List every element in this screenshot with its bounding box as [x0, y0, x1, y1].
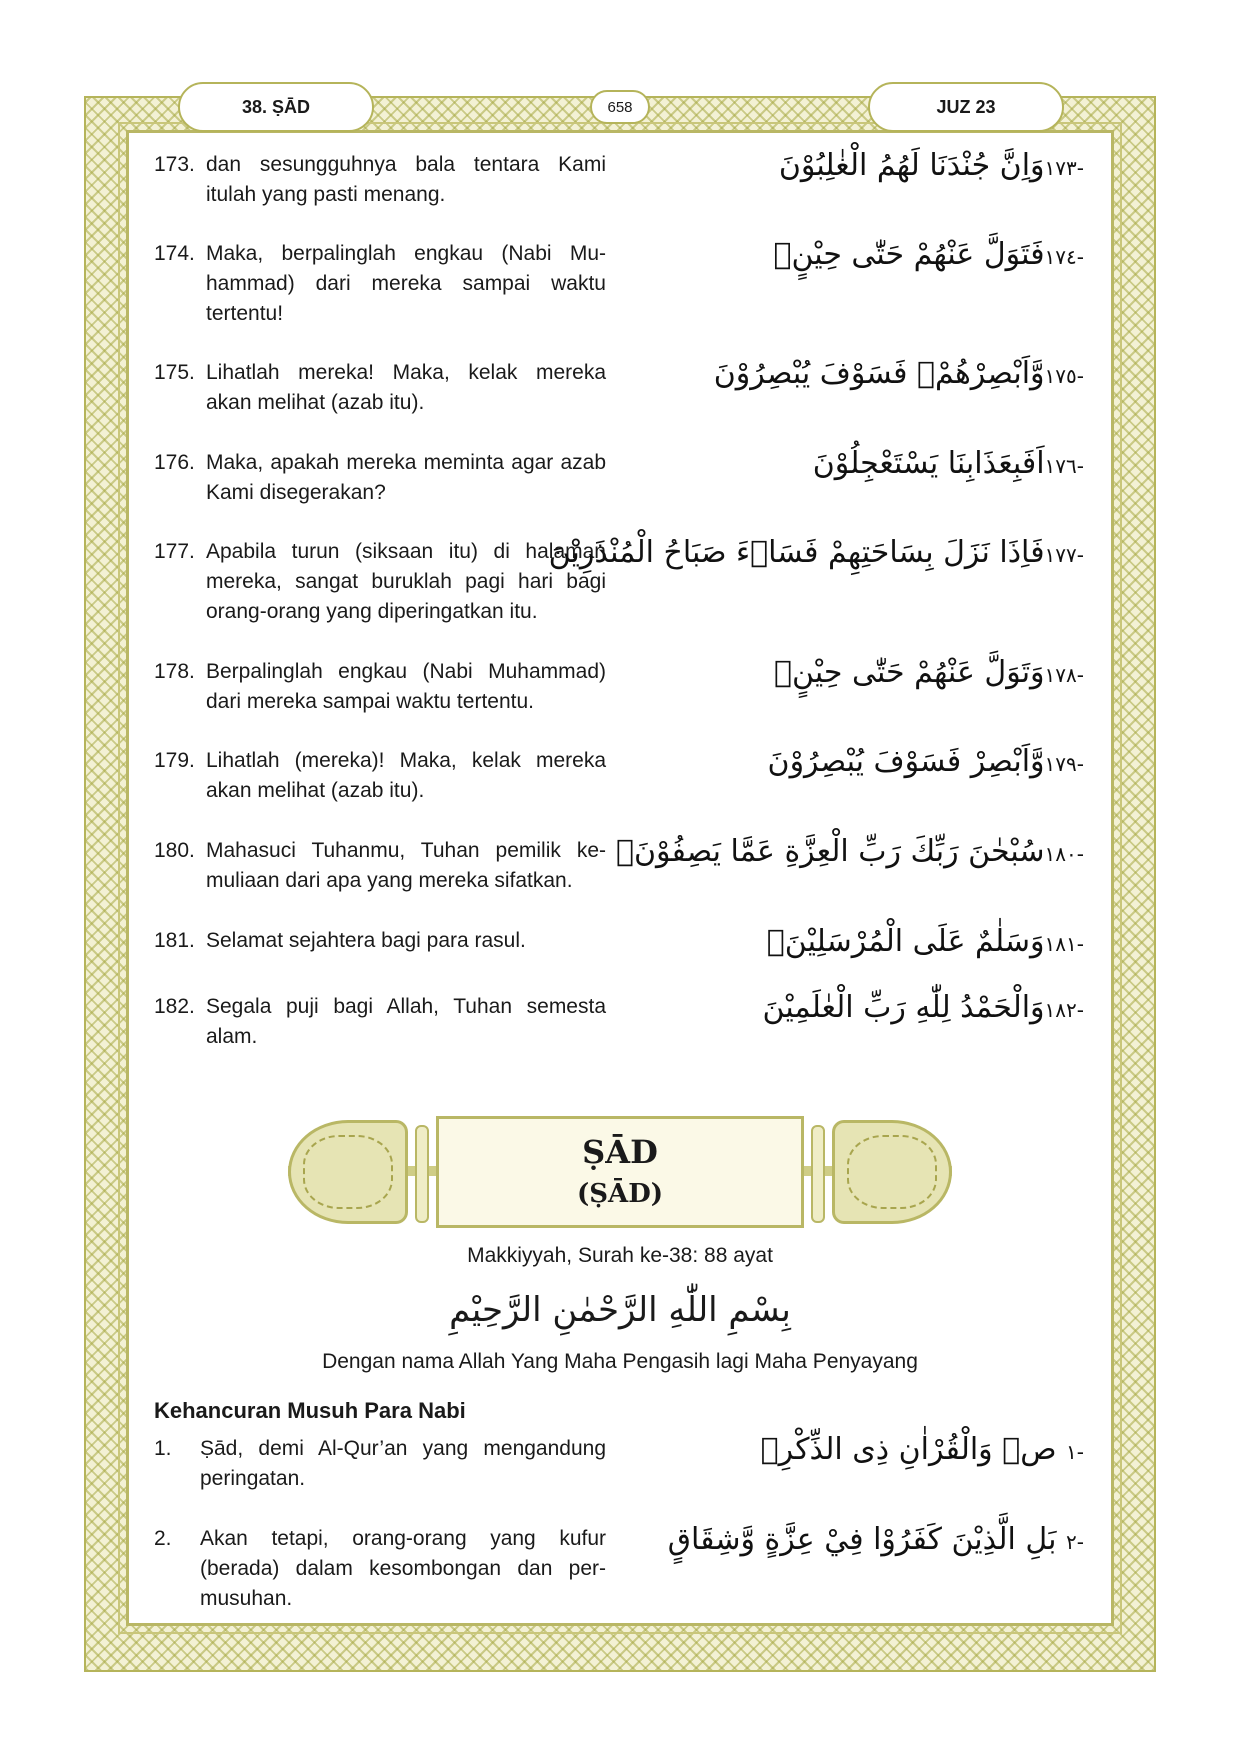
verse-arabic [604, 1430, 1084, 1472]
surah-info: Makkiyyah, Surah ke-38: 88 ayat [467, 1244, 773, 1267]
banner-ornament-right [832, 1120, 952, 1224]
verse-arabic [604, 742, 1084, 784]
verse-translation: Lihatlah mereka! Maka, kelak mereka akan melihat (azab itu). [206, 361, 606, 414]
verse-number: 180. [154, 839, 195, 862]
arabic-text: وَاِنَّ جُنْدَنَا لَهُمُ الْغٰلِبُوْنَ [778, 148, 1045, 183]
verse-number: 177. [154, 540, 195, 563]
surah-title-banner [288, 1116, 952, 1228]
arabic-verse-number: -١٨١ [1044, 932, 1084, 956]
arabic-text: وَالْحَمْدُ لِلّٰهِ رَبِّ الْعٰلَمِيْنَ [762, 990, 1045, 1025]
verse-arabic [548, 533, 1084, 575]
arabic-verse-number: -١٧٣ [1044, 156, 1084, 180]
verse-arabic [604, 832, 1084, 874]
verse-translation: Ṣād, demi Al-Qur’an yang mengandung peringatan. [200, 1437, 606, 1490]
verse-number: 179. [154, 749, 195, 772]
verse-number: 181. [154, 929, 195, 952]
verse-translation: Segala puji bagi Allah, Tuhan semesta alam. [206, 995, 606, 1048]
verse-number: 174. [154, 242, 195, 265]
verse-translation: Maka, berpalinglah engkau (Nabi Mu-hammad) dari mereka sampai waktu tertentu! [206, 242, 606, 325]
verse-arabic [604, 922, 1084, 964]
arabic-verse-number: -٢ [1066, 1530, 1084, 1554]
verse-translation: dan sesungguhnya bala tentara Kami itulah yang pasti menang. [206, 153, 606, 206]
arabic-verse-number: -١٧٨ [1044, 663, 1084, 687]
arabic-text: بَلِ الَّذِيْنَ كَفَرُوْا فِيْ عِزَّةٍ وَّشِقَاقٍ [667, 1522, 1057, 1557]
banner-ornament-left [288, 1120, 408, 1224]
verse-arabic [604, 444, 1084, 486]
verse-translation: Mahasuci Tuhanmu, Tuhan pemilik ke-muliaan dari apa yang mereka sifatkan. [206, 839, 606, 892]
juz-header-label: JUZ 23 [868, 82, 1064, 132]
verse-translation: Lihatlah (mereka)! Maka, kelak mereka akan melihat (azab itu). [206, 749, 606, 802]
arabic-verse-number: -١٨٢ [1044, 998, 1084, 1022]
verse-translation: Akan tetapi, orang-orang yang kufur (berada) dalam kesombongan dan per-musuhan. [200, 1527, 606, 1610]
verse-arabic [604, 235, 1084, 277]
verse-number: 176. [154, 451, 195, 474]
arabic-verse-number: -١٨٠ [1044, 842, 1084, 866]
verse-arabic [604, 653, 1084, 695]
arabic-text: اَفَبِعَذَابِنَا يَسْتَعْجِلُوْنَ [812, 446, 1045, 481]
verse-number: 178. [154, 660, 195, 683]
verse-translation: Apabila turun (siksaan itu) di halaman mereka, sangat buruklah pagi hari bagi orang-orang yang diperingatkan itu. [206, 540, 606, 623]
arabic-text: فَاِذَا نَزَلَ بِسَاحَتِهِمْ فَسَاۤءَ صَبَاحُ الْمُنْذَرِيْنَ [548, 535, 1045, 570]
section-heading: Kehancuran Musuh Para Nabi [154, 1398, 466, 1423]
basmalah: بِسْمِ اللّٰهِ الرَّحْمٰنِ الرَّحِيْمِ [449, 1290, 791, 1330]
verse-arabic [604, 1520, 1084, 1562]
verse-number: 175. [154, 361, 195, 384]
verse-arabic [604, 354, 1084, 396]
verse-number: 182. [154, 995, 195, 1018]
arabic-text: وَسَلٰمٌ عَلَى الْمُرْسَلِيْنَۚ [766, 924, 1045, 959]
surah-name: ṢĀD [582, 1133, 658, 1171]
verse-number: 2. [154, 1527, 172, 1550]
arabic-text: فَتَوَلَّ عَنْهُمْ حَتّٰى حِيْنٍۙ [773, 237, 1045, 272]
arabic-text: وَّاَبْصِرْ فَسَوْفَ يُبْصِرُوْنَ [767, 744, 1045, 779]
verse-number: 1. [154, 1437, 172, 1460]
verse-translation: Selamat sejahtera bagi para rasul. [206, 929, 526, 952]
arabic-text: صۤ وَالْقُرْاٰنِ ذِى الذِّكْرِۗ [760, 1432, 1057, 1467]
verse-translation: Maka, apakah mereka meminta agar azab Kami disegerakan? [206, 451, 606, 504]
verse-arabic [604, 988, 1084, 1030]
arabic-text: وَّاَبْصِرْهُمْۖ فَسَوْفَ يُبْصِرُوْنَ [713, 356, 1045, 391]
arabic-verse-number: -١٧٧ [1044, 543, 1084, 567]
arabic-text: وَتَوَلَّ عَنْهُمْ حَتّٰى حِيْنٍۙ [774, 655, 1045, 690]
arabic-verse-number: -١٧٦ [1044, 454, 1084, 478]
arabic-verse-number: -١ [1066, 1440, 1084, 1464]
arabic-text: سُبْحٰنَ رَبِّكَ رَبِّ الْعِزَّةِ عَمَّا يَصِفُوْنَۚ [615, 834, 1045, 869]
verse-translation: Berpalinglah engkau (Nabi Muhammad) dari mereka sampai waktu tertentu. [206, 660, 606, 713]
verse-number: 173. [154, 153, 195, 176]
arabic-verse-number: -١٧٥ [1044, 364, 1084, 388]
surah-name-sub: (ṢĀD) [576, 1179, 664, 1209]
arabic-verse-number: -١٧٤ [1044, 245, 1084, 269]
basmalah-translation: Dengan nama Allah Yang Maha Pengasih lagi Maha Penyayang [322, 1350, 918, 1373]
page-number: 658 [590, 90, 650, 124]
verse-arabic [604, 146, 1084, 188]
banner-scroll [436, 1116, 804, 1228]
arabic-verse-number: -١٧٩ [1044, 752, 1084, 776]
surah-header-label: 38. ṢĀD [178, 82, 374, 132]
